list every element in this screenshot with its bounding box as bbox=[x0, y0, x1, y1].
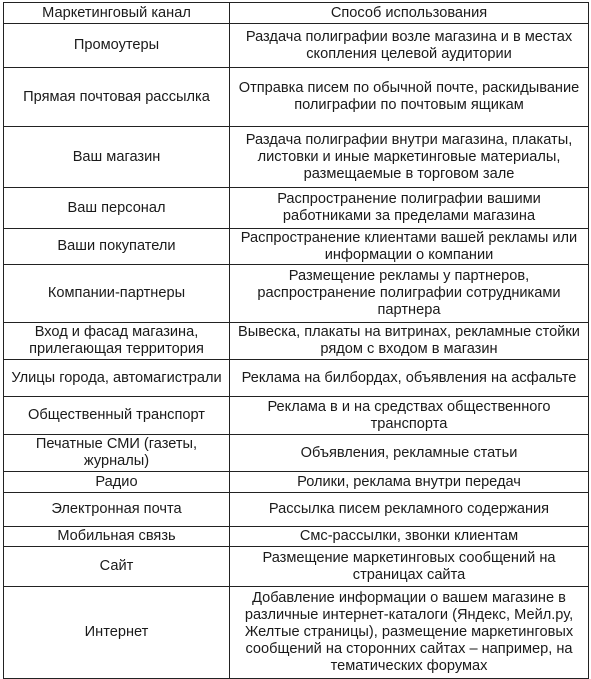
channel-cell: Общественный транспорт bbox=[4, 397, 230, 435]
table-row bbox=[4, 527, 589, 547]
channel-cell: Ваши покупатели bbox=[4, 229, 230, 265]
usage-cell: Размещение маркетинговых сообщений на страницах сайта bbox=[230, 547, 589, 587]
channel-cell: Прямая почтовая рассылка bbox=[4, 68, 230, 127]
table-header-row bbox=[4, 3, 589, 24]
channel-cell: Печатные СМИ (газеты, журналы) bbox=[4, 435, 230, 472]
channel-cell: Интернет bbox=[4, 587, 230, 679]
channel-cell: Электронная почта bbox=[4, 493, 230, 527]
usage-cell: Смс-рассылки, звонки клиентам bbox=[230, 527, 589, 547]
usage-cell: Реклама на билбордах, объявления на асфальте bbox=[230, 360, 589, 397]
channel-cell: Компании-партнеры bbox=[4, 265, 230, 323]
channel-cell: Ваш персонал bbox=[4, 188, 230, 229]
usage-cell: Раздача полиграфии возле магазина и в местах скопления целевой аудитории bbox=[230, 24, 589, 68]
table-row bbox=[4, 547, 589, 587]
usage-cell: Размещение рекламы у партнеров, распространение полиграфии сотрудниками партнера bbox=[230, 265, 589, 323]
channel-cell: Ваш магазин bbox=[4, 127, 230, 188]
table-row bbox=[4, 493, 589, 527]
usage-cell: Вывеска, плакаты на витринах, рекламные стойки рядом с входом в магазин bbox=[230, 323, 589, 360]
usage-cell: Рассылка писем рекламного содержания bbox=[230, 493, 589, 527]
usage-cell: Раздача полиграфии внутри магазина, плакаты, листовки и иные маркетинговые материалы, размещаемые в торговом зале bbox=[230, 127, 589, 188]
marketing-channels-table bbox=[3, 2, 589, 679]
table-row bbox=[4, 435, 589, 472]
channel-cell: Вход и фасад магазина, прилегающая территория bbox=[4, 323, 230, 360]
table-row bbox=[4, 24, 589, 68]
usage-cell: Реклама в и на средствах общественного транспорта bbox=[230, 397, 589, 435]
table-row bbox=[4, 323, 589, 360]
channel-cell: Промоутеры bbox=[4, 24, 230, 68]
table-row bbox=[4, 472, 589, 493]
header-usage: Способ использования bbox=[230, 3, 589, 24]
table-row bbox=[4, 265, 589, 323]
table-row bbox=[4, 188, 589, 229]
usage-cell: Распространение полиграфии вашими работниками за пределами магазина bbox=[230, 188, 589, 229]
table-row bbox=[4, 229, 589, 265]
usage-cell: Отправка писем по обычной почте, раскидывание полиграфии по почтовым ящикам bbox=[230, 68, 589, 127]
usage-cell: Ролики, реклама внутри передач bbox=[230, 472, 589, 493]
table-row bbox=[4, 360, 589, 397]
table-row bbox=[4, 587, 589, 679]
channel-cell: Радио bbox=[4, 472, 230, 493]
channel-cell: Мобильная связь bbox=[4, 527, 230, 547]
channel-cell: Улицы города, автомагистрали bbox=[4, 360, 230, 397]
table-row bbox=[4, 397, 589, 435]
table-row bbox=[4, 68, 589, 127]
usage-cell: Объявления, рекламные статьи bbox=[230, 435, 589, 472]
header-channel: Маркетинговый канал bbox=[4, 3, 230, 24]
channel-cell: Сайт bbox=[4, 547, 230, 587]
table-row bbox=[4, 127, 589, 188]
usage-cell: Распространение клиентами вашей рекламы или информации о компании bbox=[230, 229, 589, 265]
usage-cell: Добавление информации о вашем магазине в различные интернет-каталоги (Яндекс, Мейл.ру, Желтые страницы), размещение маркетинговых сообщений на сторонних сайтах – например, на тематических форумах bbox=[230, 587, 589, 679]
